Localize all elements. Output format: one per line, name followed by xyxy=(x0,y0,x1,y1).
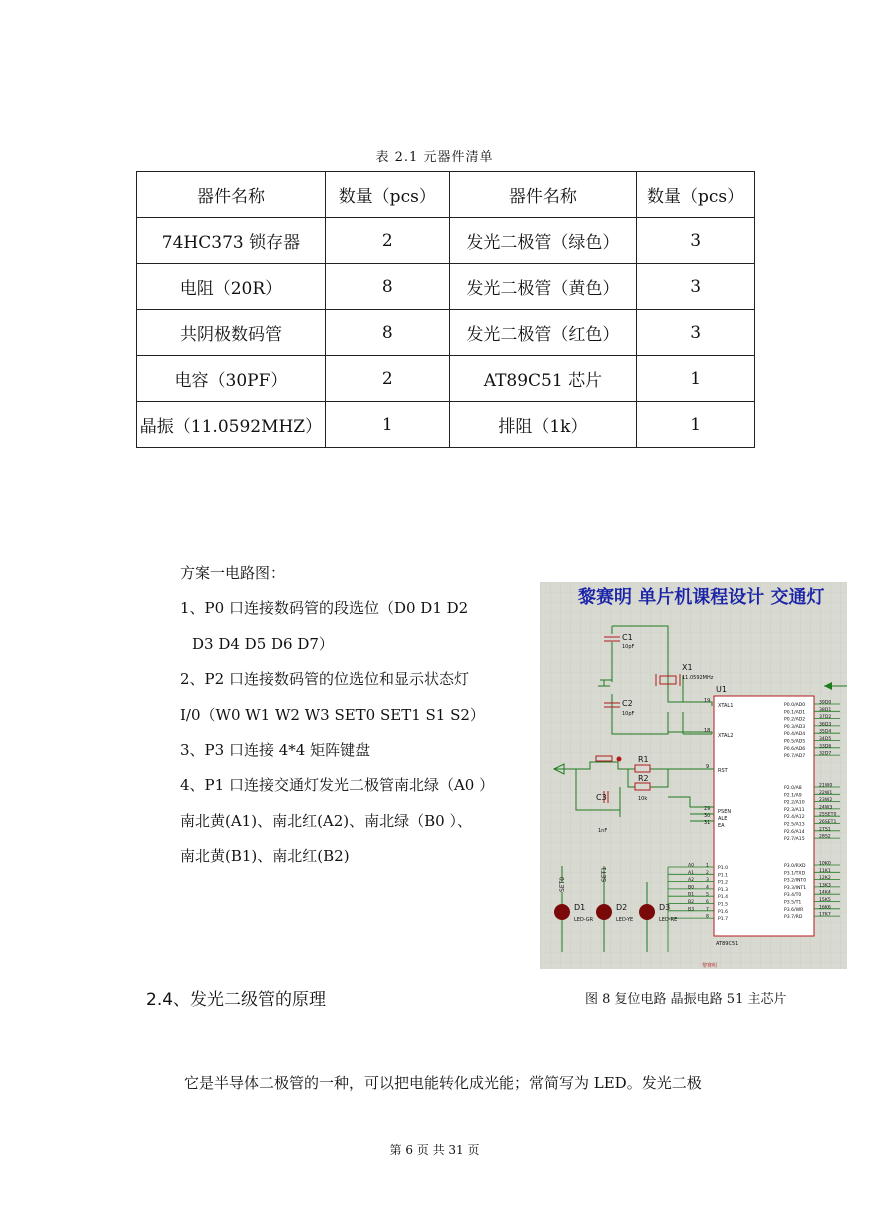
net-label: 15K5 xyxy=(819,898,831,903)
chip-pin-label: P0.1/AD1 xyxy=(784,710,806,716)
led-label: LED-YE xyxy=(616,917,634,923)
table-header-row xyxy=(137,172,755,218)
chip-pin-label: P1.2 xyxy=(718,880,729,886)
table-cell: 8 xyxy=(325,310,449,356)
net-label: 13K3 xyxy=(819,883,831,889)
ea-pin: EA xyxy=(718,823,725,829)
table-cell: 3 xyxy=(637,310,755,356)
set0-label: SET0 xyxy=(559,876,566,892)
rst-pin: RST xyxy=(718,768,728,774)
c3-label: C3 xyxy=(596,793,607,802)
scheme-line: I/0（W0 W1 W2 W3 SET0 SET1 S1 S2） xyxy=(180,705,485,724)
table-cell: 晶振（11.0592MHZ） xyxy=(137,402,326,448)
pin-number: 18 xyxy=(704,728,711,734)
net-label: A0 xyxy=(688,863,695,869)
chip-pin-label: P1.6 xyxy=(718,909,729,915)
chip-pin-label: P0.6/AD6 xyxy=(784,746,806,752)
led-d2-icon xyxy=(596,904,612,920)
chip-pin-label: P0.3/AD3 xyxy=(784,724,806,730)
table-cell: 1 xyxy=(637,402,755,448)
net-label: 21W0 xyxy=(819,783,833,789)
chip-pin-label: P1.7 xyxy=(718,917,729,923)
c2-label: C2 xyxy=(622,699,633,708)
chip-pin-label: P1.4 xyxy=(718,895,729,901)
d1-label: D1 xyxy=(574,903,586,912)
net-label: 12K2 xyxy=(819,876,831,882)
led-d1-icon xyxy=(554,904,570,920)
ale-pin: ALE xyxy=(718,816,728,822)
led-label: LED-GR xyxy=(574,917,594,923)
chip-pin-label: P1.3 xyxy=(718,887,729,893)
pin-number: 5 xyxy=(706,892,709,898)
scheme-line: D3 D4 D5 D6 D7） xyxy=(192,634,334,653)
table-cell: 3 xyxy=(637,264,755,310)
table-cell: 2 xyxy=(325,218,449,264)
chip-pin-label: P0.5/AD5 xyxy=(784,739,806,745)
chip-pin-label: P2.4/A12 xyxy=(784,815,805,821)
table-cell: 电阻（20R） xyxy=(137,264,326,310)
scheme-description xyxy=(180,556,535,875)
net-label: B1 xyxy=(688,892,695,898)
table-header-cell: 数量（pcs） xyxy=(325,172,449,218)
table-cell: 2 xyxy=(325,356,449,402)
pin-number: 4 xyxy=(706,885,709,891)
table-row xyxy=(137,218,755,264)
table-caption: 表 2.1 元器件清单 xyxy=(375,150,494,165)
net-label: 27S1 xyxy=(819,827,831,833)
net-label: 37D2 xyxy=(819,715,832,721)
chip-pin-label: P2.7/A15 xyxy=(784,837,805,843)
net-label: 10K0 xyxy=(819,861,831,867)
c3-value: 1nF xyxy=(598,828,608,834)
pin-number: 30 xyxy=(704,813,711,819)
pin-number: 1 xyxy=(706,863,709,869)
table-cell: 1 xyxy=(325,402,449,448)
table-row xyxy=(137,310,755,356)
scheme-line: 3、P3 口连接 4*4 矩阵键盘 xyxy=(180,741,371,760)
table-header-cell: 器件名称 xyxy=(449,172,637,218)
c2-value: 10pF xyxy=(622,711,635,717)
pin-number: 9 xyxy=(706,764,710,770)
schematic-title: 黎赛明 单片机课程设计 交通灯 xyxy=(578,587,825,608)
table-cell: 发光二极管（红色） xyxy=(449,310,637,356)
author-stamp: 黎赛明 xyxy=(702,963,718,969)
chip-pin-label: P2.2/A10 xyxy=(784,800,805,806)
net-label: B2 xyxy=(688,900,695,905)
table-row xyxy=(137,402,755,448)
net-label: 14K4 xyxy=(819,890,831,896)
chip-pin-label: P3.6/WR xyxy=(784,907,804,913)
table-cell: 8 xyxy=(325,264,449,310)
pin-number: 8 xyxy=(706,914,709,920)
set1-label: SET1 xyxy=(601,866,608,882)
table-cell: 74HC373 锁存器 xyxy=(137,218,326,264)
circuit-schematic-image xyxy=(540,582,847,969)
d3-label: D3 xyxy=(659,903,671,912)
net-label: 24W3 xyxy=(819,805,833,811)
x1-value: 11.0592MHz xyxy=(682,675,714,681)
net-label: B0 xyxy=(688,885,695,891)
chip-pin-label: P3.7/RD xyxy=(784,915,803,921)
chip-pin-label: P2.6/A14 xyxy=(784,829,805,835)
u1-label: U1 xyxy=(716,685,727,694)
figure-caption: 图 8 复位电路 晶振电路 51 主芯片 xyxy=(585,992,787,1007)
chip-pin-label: P2.5/A13 xyxy=(784,822,805,828)
chip-pin-label: P3.2/INT0 xyxy=(784,878,807,884)
xtal2-pin: XTAL2 xyxy=(718,733,734,739)
pin-number: 3 xyxy=(706,878,709,884)
pin-number: 31 xyxy=(704,820,711,826)
chip-pin-label: P3.3/INT1 xyxy=(784,885,807,891)
section-heading: 2.4、发光二级管的原理 xyxy=(146,990,327,1010)
pin-number: 7 xyxy=(706,907,709,913)
psen-pin: PSEN xyxy=(718,809,732,815)
table-cell: 1 xyxy=(637,356,755,402)
table-row xyxy=(137,356,755,402)
scheme-heading: 方案一电路图： xyxy=(180,564,286,582)
scheme-line: 2、P2 口连接数码管的位选位和显示状态灯 xyxy=(180,670,469,689)
net-label: 32D7 xyxy=(819,751,832,757)
c1-label: C1 xyxy=(622,633,633,642)
components-table xyxy=(136,171,755,448)
pin-number: 19 xyxy=(704,698,711,704)
c1-value: 10pF xyxy=(622,644,635,650)
net-label: 16K6 xyxy=(819,905,831,911)
led-label: LED-RE xyxy=(659,917,678,923)
chip-pin-label: P0.7/AD7 xyxy=(784,754,806,760)
table-cell: 共阴极数码管 xyxy=(137,310,326,356)
scheme-line: 1、P0 口连接数码管的段选位（D0 D1 D2 xyxy=(180,599,469,618)
table-cell: 电容（30PF） xyxy=(137,356,326,402)
net-label: 22W1 xyxy=(819,790,833,796)
pin-number: 29 xyxy=(704,806,711,812)
net-label: 17K7 xyxy=(819,912,831,918)
net-label: A2 xyxy=(688,878,695,884)
r2-value: 10k xyxy=(638,796,648,802)
net-label: 34D5 xyxy=(819,737,832,742)
chip-pin-label: P0.2/AD2 xyxy=(784,717,806,723)
chip-pin-label: P1.5 xyxy=(718,902,729,908)
led-d3-icon xyxy=(639,904,655,920)
chip-pin-label: P0.0/AD0 xyxy=(784,703,806,708)
net-label: 39D0 xyxy=(819,700,832,706)
chip-pin-label: P3.5/T1 xyxy=(784,900,802,906)
chip-pin-label: P2.0/A8 xyxy=(784,786,802,791)
net-label: 35D4 xyxy=(819,729,832,735)
d2-label: D2 xyxy=(616,903,628,912)
chip-pin-label: P3.0/RXD xyxy=(784,864,806,869)
net-label: B3 xyxy=(688,907,695,913)
net-label: A1 xyxy=(688,870,695,876)
table-header-cell: 器件名称 xyxy=(137,172,326,218)
net-label: 28S2 xyxy=(819,834,831,840)
scheme-line: 南北黄(B1)、南北红(B2) xyxy=(180,847,350,866)
button-contact-icon xyxy=(617,757,622,762)
chip-pin-label: P0.4/AD4 xyxy=(784,732,806,738)
r1-label: R1 xyxy=(638,755,649,764)
scheme-line: 4、P1 口连接交通灯发光二极管南北绿（A0 ） xyxy=(180,776,495,795)
chip-pin-label: P3.4/T0 xyxy=(784,893,802,899)
xtal1-pin: XTAL1 xyxy=(718,703,734,709)
table-cell: 排阻（1k） xyxy=(449,402,637,448)
net-label: 36D3 xyxy=(819,722,832,728)
body-paragraph: 它是半导体二极管的一种，可以把电能转化成光能；常简写为 LED。发光二极 xyxy=(184,1074,702,1092)
chip-pin-label: P2.3/A11 xyxy=(784,807,805,813)
chip-pin-label: P2.1/A9 xyxy=(784,793,802,799)
page-footer: 第 6 页 共 31 页 xyxy=(389,1143,480,1157)
net-label: 38D1 xyxy=(819,707,832,713)
net-label: 11K1 xyxy=(819,868,831,874)
table-cell: 发光二极管（黄色） xyxy=(449,264,637,310)
chip-pin-label: P1.0 xyxy=(718,866,729,871)
chip-name: AT89C51 xyxy=(716,941,739,947)
chip-pin-label: P1.1 xyxy=(718,873,729,879)
net-label: 23W2 xyxy=(819,798,833,804)
table-header-cell: 数量（pcs） xyxy=(637,172,755,218)
table-cell: 3 xyxy=(637,218,755,264)
pin-number: 6 xyxy=(706,900,709,905)
x1-label: X1 xyxy=(682,663,693,672)
net-label: 25SET0 xyxy=(819,812,837,818)
scheme-line: 南北黄(A1)、南北红(A2)、南北绿（B0 ）、 xyxy=(180,811,472,830)
table-row xyxy=(137,264,755,310)
net-label: 26SET1 xyxy=(819,820,837,825)
pin-number: 2 xyxy=(706,870,709,876)
table-cell: 发光二极管（绿色） xyxy=(449,218,637,264)
table-cell: AT89C51 芯片 xyxy=(449,356,637,402)
chip-pin-label: P3.1/TXD xyxy=(784,871,806,877)
net-label: 33D6 xyxy=(819,744,832,750)
r2-label: R2 xyxy=(638,774,649,783)
